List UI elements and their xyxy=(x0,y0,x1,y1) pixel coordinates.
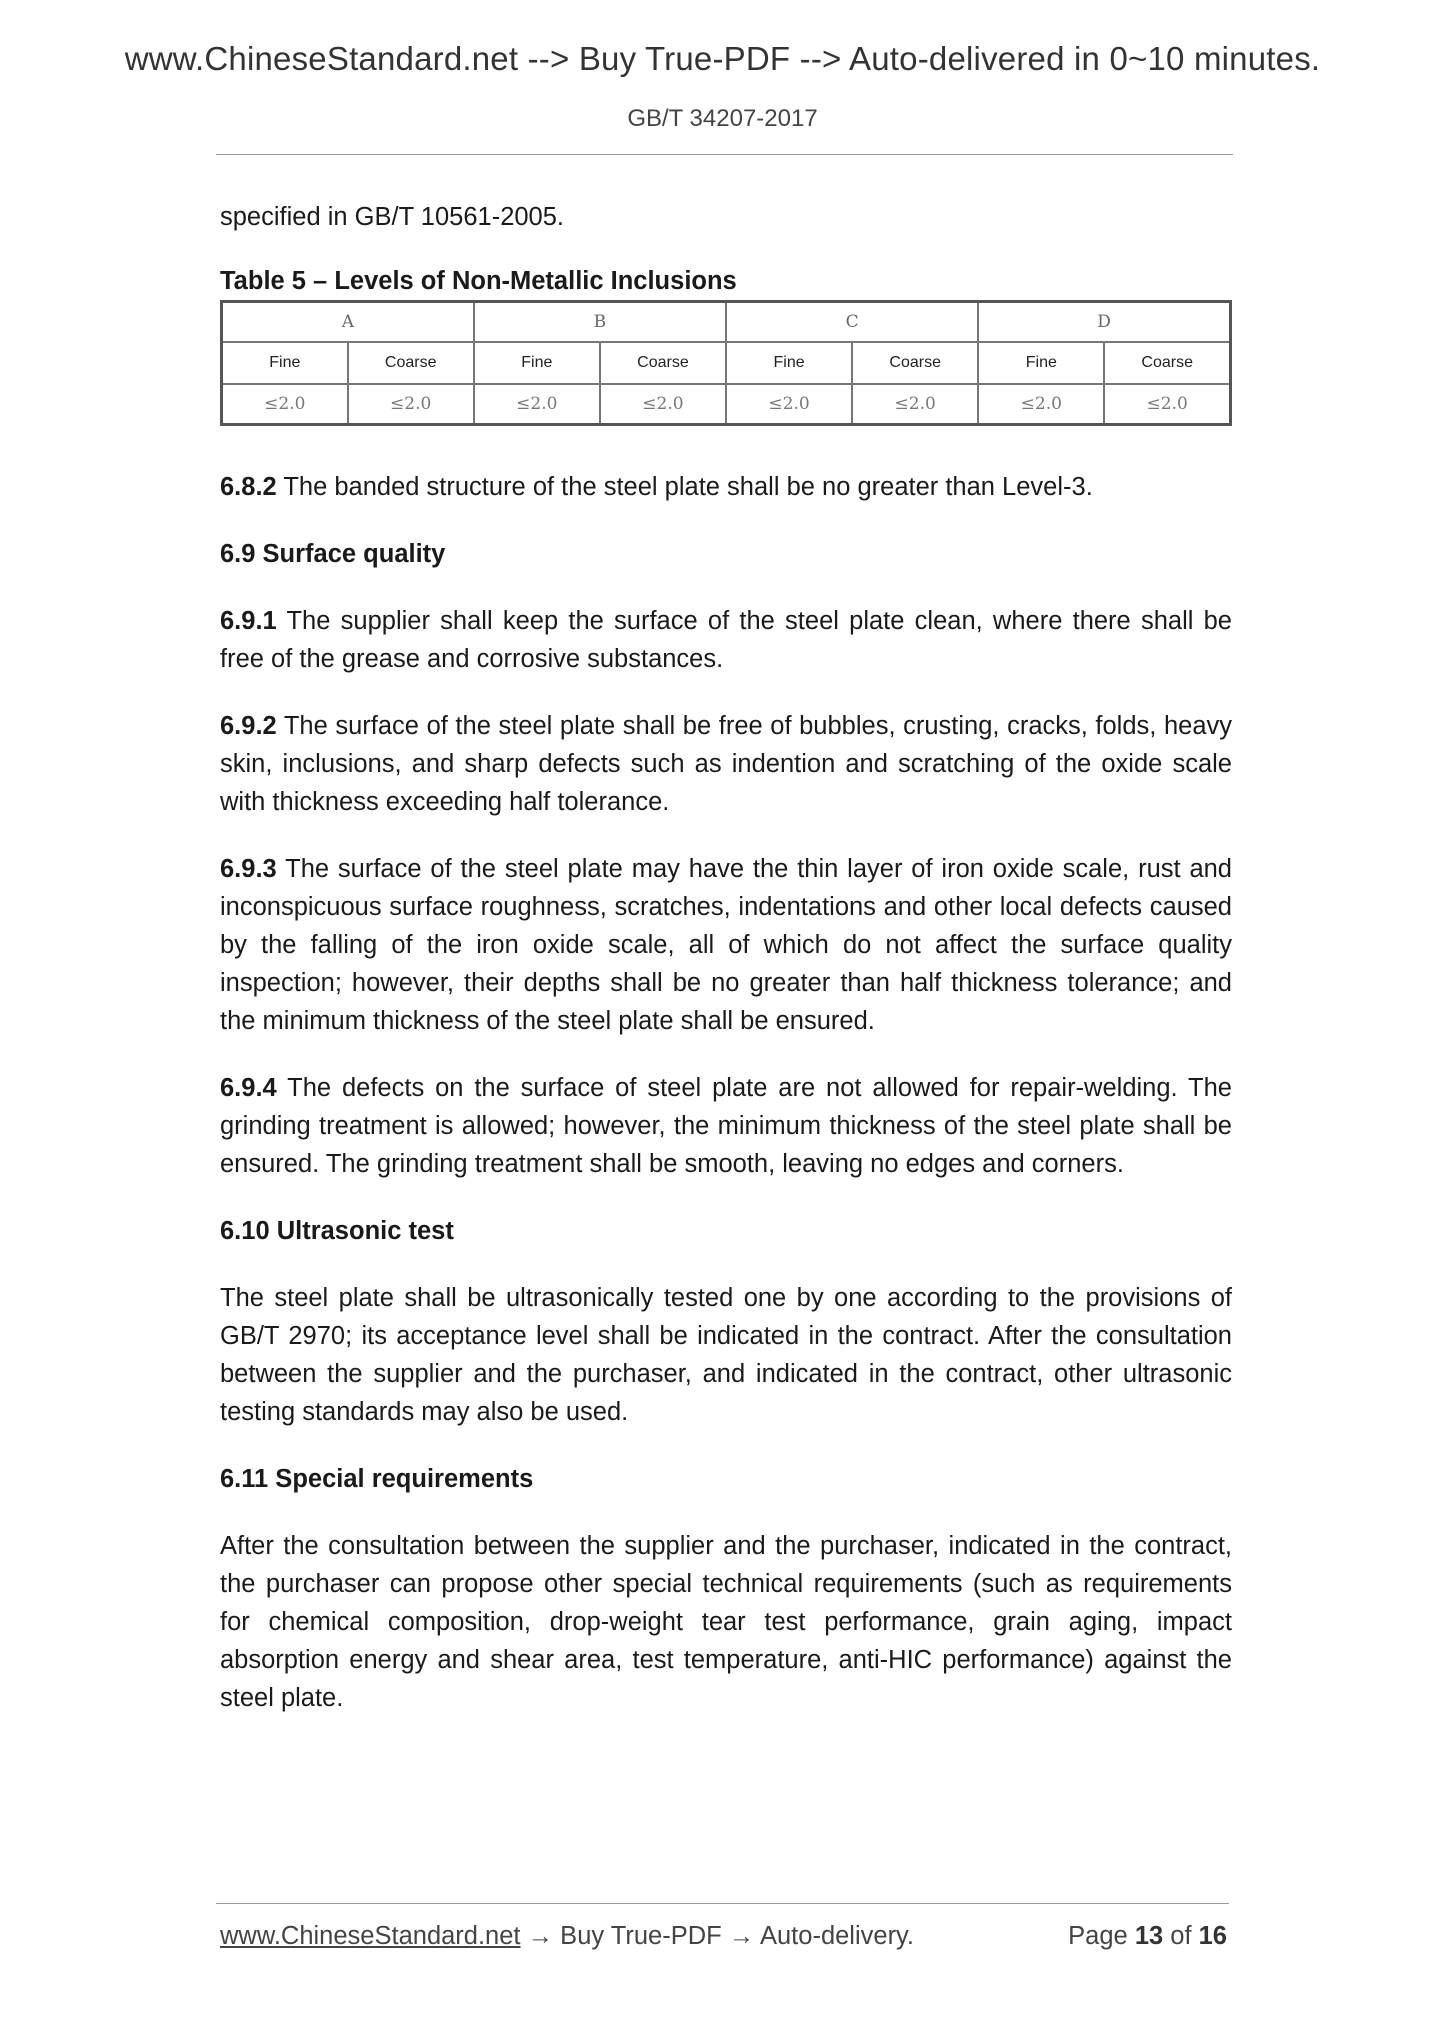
subheader-cell: Coarse xyxy=(600,342,726,384)
clause-text: The surface of the steel plate shall be free of bubbles, crusting, cracks, folds, heavy skin, inclusions, and sharp defects such as indention and scratching of the oxide scale with thickness exceeding half tolerance. xyxy=(220,712,1232,816)
subheader-cell: Fine xyxy=(978,342,1104,384)
special-requirements-text: After the consultation between the supplier and the purchaser, indicated in the contract, the purchaser can propose other special technical requirements (such as requirements for chemical composition, drop-weight tear test performance, grain aging, impact absorption energy and shear area, test temperature, anti-HIC performance) against the steel plate. xyxy=(220,1532,1232,1712)
ultrasonic-text: The steel plate shall be ultrasonically tested one by one according to the provisions of GB/T 2970; its acceptance level shall be indicated in the contract. After the consultation between the supplier and the purchaser, and indicated in the contract, other ultrasonic testing standards may also be used. xyxy=(220,1284,1232,1426)
footer-link-line xyxy=(220,1922,914,1951)
clause-number: 6.8.2 xyxy=(220,473,277,501)
value-cell: ≤2.0 xyxy=(600,384,726,425)
table-value-row xyxy=(222,384,1231,425)
page-total: 16 xyxy=(1198,1922,1227,1950)
value-cell: ≤2.0 xyxy=(852,384,978,425)
clause-6-9-2 xyxy=(220,707,1232,821)
footer-divider xyxy=(216,1903,1229,1904)
intro-text: specified in GB/T 10561-2005. xyxy=(220,203,565,231)
subheader-cell: Coarse xyxy=(852,342,978,384)
standard-code: GB/T 34207-2017 xyxy=(627,105,818,132)
clause-number: 6.9.2 xyxy=(220,712,277,740)
page-current: 13 xyxy=(1134,1922,1164,1950)
table-title: Table 5 – Levels of Non-Metallic Inclusions xyxy=(220,267,737,295)
header-divider xyxy=(216,154,1233,155)
value-cell: ≤2.0 xyxy=(978,384,1104,425)
value-cell: ≤2.0 xyxy=(1104,384,1230,425)
clause-number: 6.9.1 xyxy=(220,607,277,635)
subheader-cell: Fine xyxy=(726,342,852,384)
clause-6-9-3 xyxy=(220,850,1232,1040)
clause-6-9-4 xyxy=(220,1069,1232,1183)
heading-6-10: 6.10 Ultrasonic test xyxy=(220,1217,454,1245)
table-subheader-row xyxy=(222,342,1231,384)
clause-text: The defects on the surface of steel plate are not allowed for repair-welding. The grinding treatment is allowed; however, the minimum thickness of the steel plate shall be ensured. The grinding treatment shall be smooth, leaving no edges and corners. xyxy=(220,1074,1232,1178)
table-group-row xyxy=(222,302,1231,343)
clause-number: 6.9.3 xyxy=(220,855,277,883)
subheader-cell: Coarse xyxy=(348,342,474,384)
page-of: of xyxy=(1163,1922,1199,1950)
page-label: Page xyxy=(1068,1922,1135,1950)
group-header-d: D xyxy=(978,302,1230,343)
clause-text: The supplier shall keep the surface of the steel plate clean, where there shall be free of the grease and corrosive substances. xyxy=(220,607,1232,673)
value-cell: ≤2.0 xyxy=(474,384,600,425)
subheader-cell: Fine xyxy=(222,342,348,384)
footer-tagline: → Buy True-PDF → Auto-delivery. xyxy=(520,1922,914,1950)
clause-6-8-2 xyxy=(220,468,1232,506)
value-cell: ≤2.0 xyxy=(726,384,852,425)
clause-6-9-1 xyxy=(220,602,1232,678)
group-header-c: C xyxy=(726,302,978,343)
inclusions-table xyxy=(220,300,1232,426)
value-cell: ≤2.0 xyxy=(348,384,474,425)
subheader-cell: Coarse xyxy=(1104,342,1230,384)
footer-site-link[interactable]: www.ChineseStandard.net xyxy=(220,1922,521,1950)
group-header-b: B xyxy=(474,302,726,343)
clause-text: The banded structure of the steel plate shall be no greater than Level-3. xyxy=(276,473,1093,501)
clause-number: 6.9.4 xyxy=(220,1074,277,1102)
group-header-a: A xyxy=(222,302,474,343)
subheader-cell: Fine xyxy=(474,342,600,384)
page-body xyxy=(220,198,1232,1717)
heading-6-9: 6.9 Surface quality xyxy=(220,540,446,568)
page-indicator xyxy=(1068,1922,1227,1951)
value-cell: ≤2.0 xyxy=(222,384,348,425)
clause-text: The surface of the steel plate may have the thin layer of iron oxide scale, rust and inconspicuous surface roughness, scratches, indentations and other local defects caused by the falling of the iron oxide scale, all of which do not affect the surface quality inspection; however, their depths shall be no greater than half thickness tolerance; and the minimum thickness of the steel plate shall be ensured. xyxy=(220,855,1232,1035)
site-banner: www.ChineseStandard.net --> Buy True-PDF --> Auto-delivered in 0~10 minutes. xyxy=(124,40,1321,77)
heading-6-11: 6.11 Special requirements xyxy=(220,1465,534,1493)
